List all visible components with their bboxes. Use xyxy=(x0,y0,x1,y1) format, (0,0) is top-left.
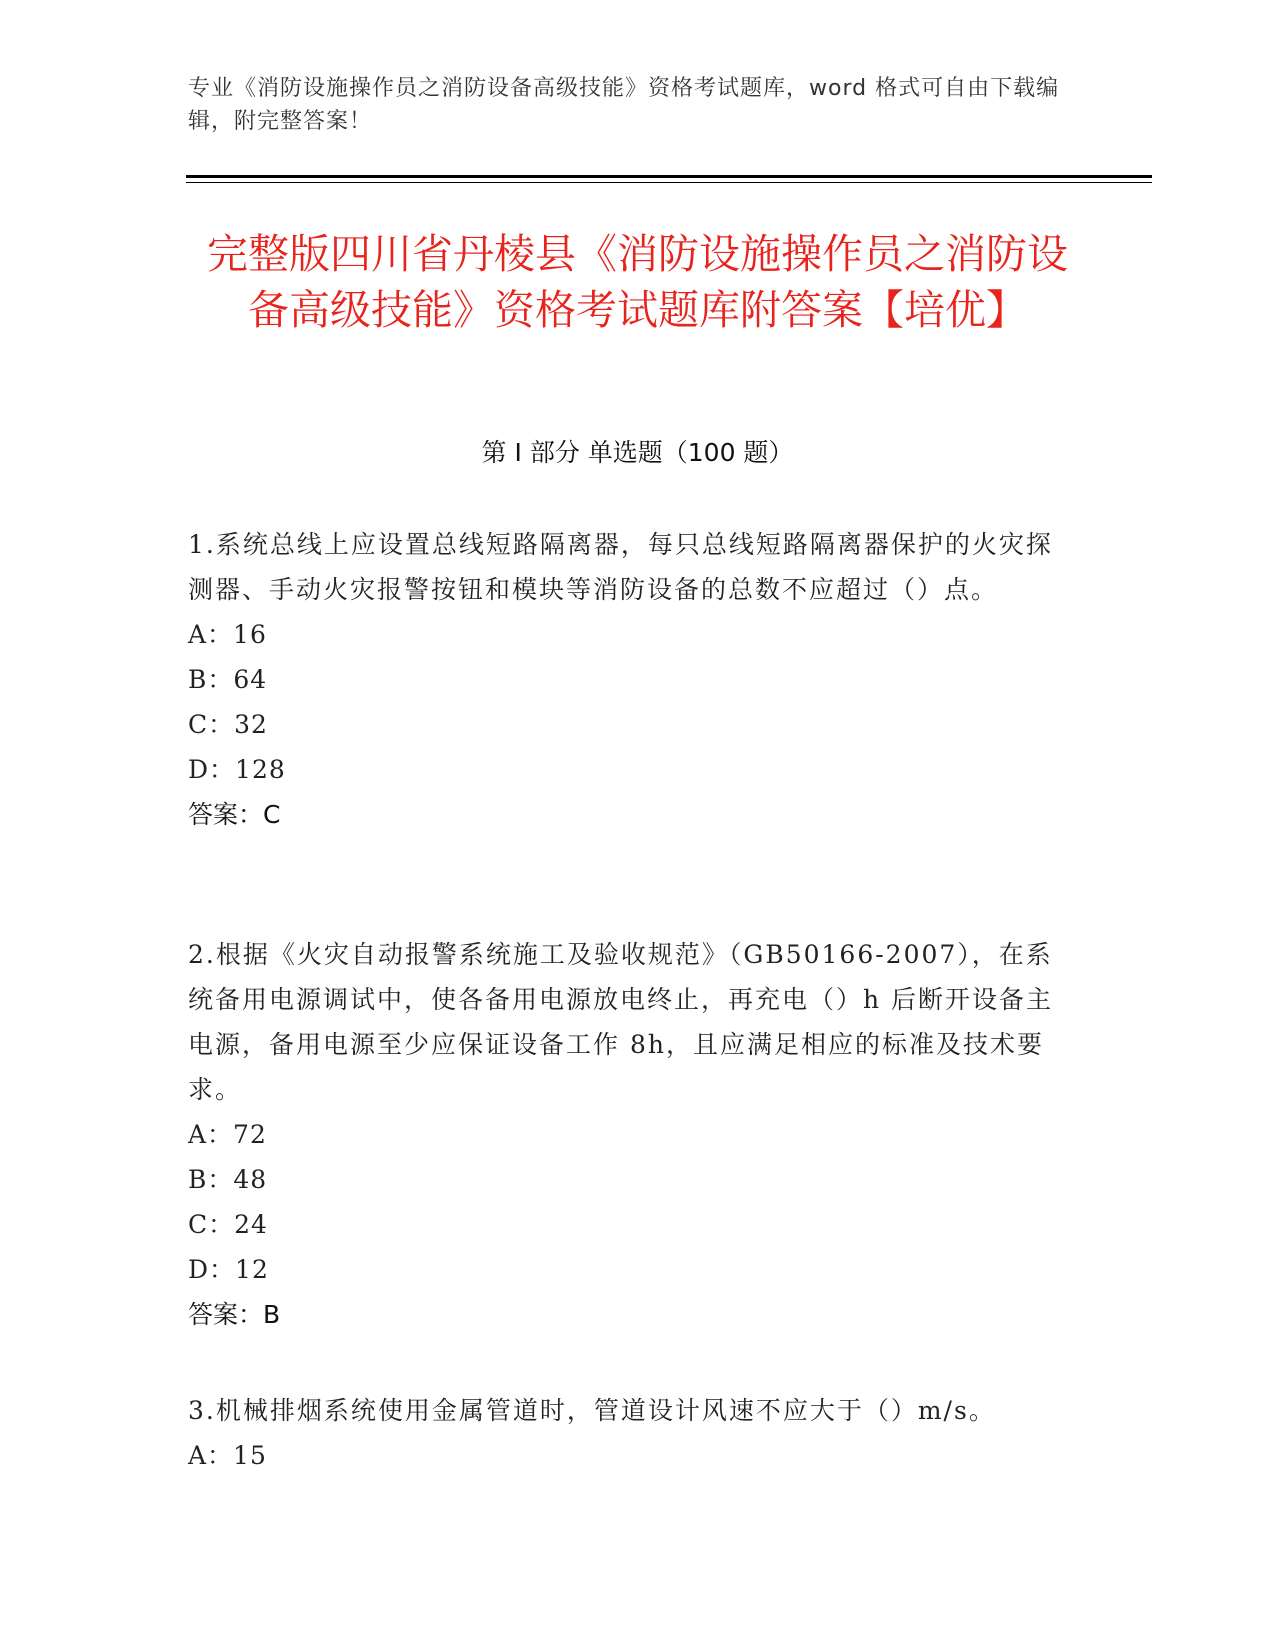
section-title: 第 I 部分 单选题（100 题） xyxy=(481,438,794,467)
question-1 xyxy=(188,522,1078,837)
option-b: B：64 xyxy=(188,665,268,694)
answer: 答案：B xyxy=(188,1300,281,1329)
question-stem: 1.系统总线上应设置总线短路隔离器，每只总线短路隔离器保护的火灾探测器、手动火灾报警按钮和模块等消防设备的总数不应超过（）点。 xyxy=(188,530,1053,604)
option-d: D：128 xyxy=(188,755,286,784)
answer: 答案：C xyxy=(188,800,281,829)
question-2 xyxy=(188,932,1078,1337)
question-3 xyxy=(188,1388,1078,1478)
header-divider-thick xyxy=(186,175,1152,178)
option-a: A：72 xyxy=(188,1120,267,1149)
question-stem: 3.机械排烟系统使用金属管道时，管道设计风速不应大于（）m/s。 xyxy=(188,1396,996,1425)
option-a: A：16 xyxy=(188,620,267,649)
header-divider-thin xyxy=(186,182,1152,183)
document-title: 完整版四川省丹棱县《消防设施操作员之消防设备高级技能》资格考试题库附答案【培优】 xyxy=(207,230,1068,334)
header-note: 专业《消防设施操作员之消防设备高级技能》资格考试题库，word 格式可自由下载编辑，附完整答案！ xyxy=(188,76,1060,134)
option-c: C：32 xyxy=(188,710,268,739)
question-stem: 2.根据《火灾自动报警系统施工及验收规范》（GB50166-2007），在系统备用电源调试中，使各备用电源放电终止，再充电（）h 后断开设备主电源，备用电源至少应保证设备工作 8h，且应满足相应的标准及技术要求。 xyxy=(188,940,1054,1104)
option-d: D：12 xyxy=(188,1255,269,1284)
option-a: A：15 xyxy=(188,1441,267,1470)
option-b: B：48 xyxy=(188,1165,268,1194)
option-c: C：24 xyxy=(188,1210,268,1239)
